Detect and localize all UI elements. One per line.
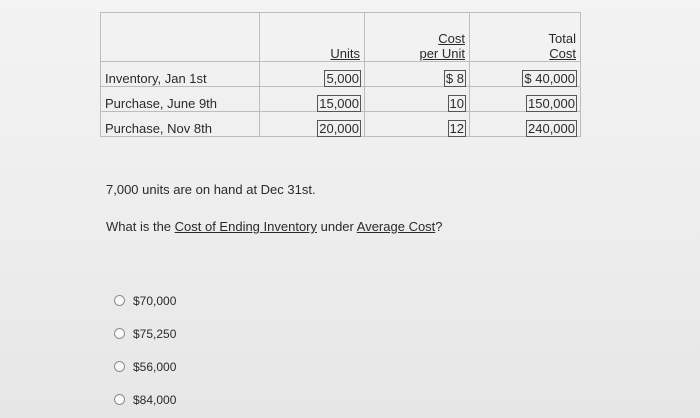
radio-button[interactable] bbox=[114, 295, 125, 306]
row-units bbox=[260, 112, 365, 137]
radio-button[interactable] bbox=[114, 361, 125, 372]
total-value: 150,000 bbox=[528, 96, 575, 111]
units-header-label: Units bbox=[330, 46, 360, 61]
question-text bbox=[106, 219, 443, 234]
total-header-line1: Total bbox=[548, 31, 576, 46]
total-value: 240,000 bbox=[528, 121, 575, 136]
header-empty-cell bbox=[101, 13, 260, 62]
option-label: $75,250 bbox=[133, 326, 177, 341]
question-prefix: What is the bbox=[106, 219, 175, 234]
row-cost bbox=[365, 62, 470, 87]
units-value: 20,000 bbox=[319, 121, 359, 136]
row-units bbox=[260, 62, 365, 87]
row-cost bbox=[365, 112, 470, 137]
row-cost bbox=[365, 87, 470, 112]
row-total bbox=[470, 112, 581, 137]
table-header-row bbox=[101, 13, 581, 62]
question-suffix: ? bbox=[435, 219, 443, 234]
row-label: Purchase, Nov 8th bbox=[101, 112, 260, 137]
header-units bbox=[260, 13, 365, 62]
cost-header-line2: per Unit bbox=[419, 46, 465, 61]
row-total bbox=[470, 87, 581, 112]
table-row bbox=[101, 112, 581, 137]
cost-value: $ 8 bbox=[445, 71, 464, 86]
question-middle: under bbox=[317, 219, 357, 234]
answer-option[interactable] bbox=[114, 350, 176, 383]
term-link-ending-inventory[interactable]: Cost of Ending Inventory bbox=[174, 219, 317, 234]
cost-value: 12 bbox=[449, 121, 464, 136]
units-value: 5,000 bbox=[326, 71, 359, 86]
total-value: $ 40,000 bbox=[524, 71, 575, 86]
units-value: 15,000 bbox=[319, 96, 359, 111]
radio-button[interactable] bbox=[114, 394, 125, 405]
row-label: Inventory, Jan 1st bbox=[101, 62, 260, 87]
term-link-average-cost[interactable]: Average Cost bbox=[356, 219, 436, 234]
answer-option[interactable] bbox=[114, 317, 176, 350]
answer-option[interactable] bbox=[114, 284, 176, 317]
option-label: $70,000 bbox=[133, 293, 177, 308]
answer-option[interactable] bbox=[114, 383, 176, 416]
row-units bbox=[260, 87, 365, 112]
table-row bbox=[101, 87, 581, 112]
cost-header-line1: Cost bbox=[438, 31, 465, 46]
answer-options bbox=[114, 284, 176, 416]
table-row bbox=[101, 62, 581, 87]
units-on-hand-note: 7,000 units are on hand at Dec 31st. bbox=[106, 182, 316, 197]
header-total-cost bbox=[470, 13, 581, 62]
option-label: $56,000 bbox=[133, 359, 177, 374]
radio-button[interactable] bbox=[114, 328, 125, 339]
total-header-line2: Cost bbox=[549, 46, 576, 61]
header-cost-per-unit bbox=[365, 13, 470, 62]
cost-value: 10 bbox=[449, 96, 464, 111]
row-label: Purchase, June 9th bbox=[101, 87, 260, 112]
inventory-table bbox=[100, 12, 581, 137]
option-label: $84,000 bbox=[133, 392, 177, 407]
row-total bbox=[470, 62, 581, 87]
